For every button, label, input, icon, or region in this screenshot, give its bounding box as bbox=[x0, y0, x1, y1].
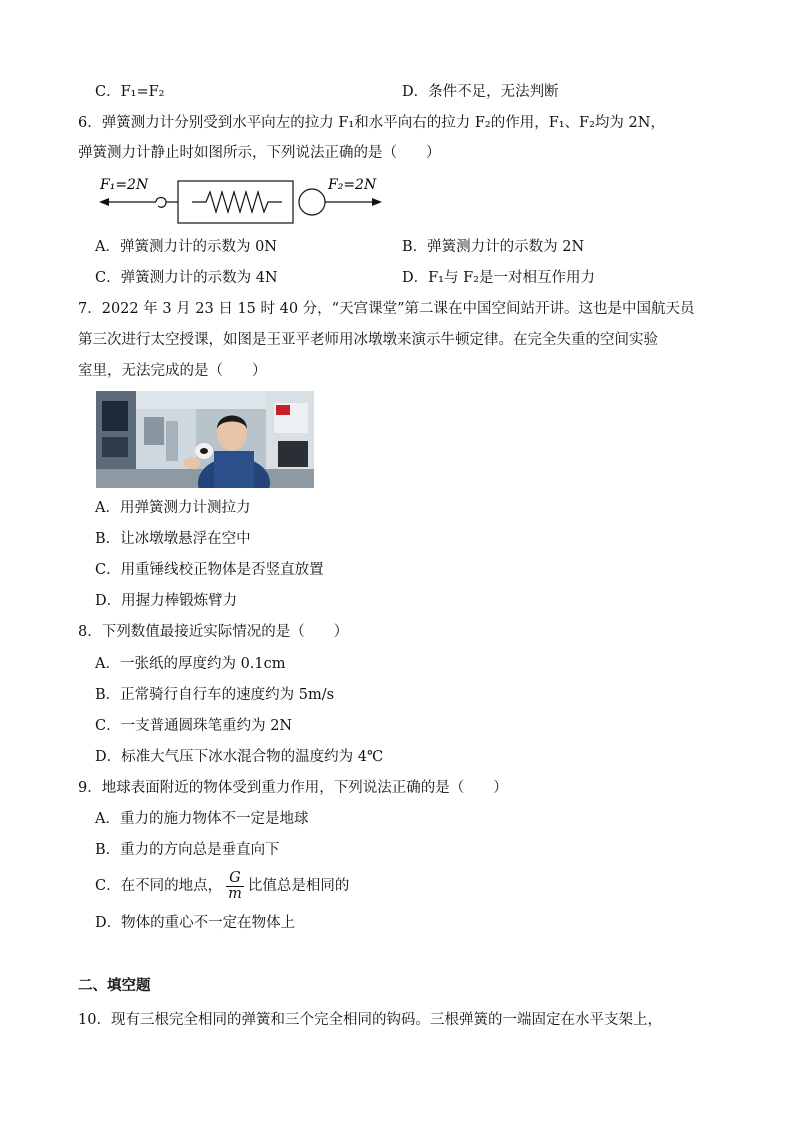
q9-option-d: D．物体的重心不一定在物体上 bbox=[95, 915, 296, 931]
q6-stem-line1: 6．弹簧测力计分别受到水平向左的拉力 F₁和水平向右的拉力 F₂的作用，F₁、F₂均为 2N， bbox=[78, 115, 665, 131]
q9-option-c-suffix: 比值总是相同的 bbox=[247, 878, 350, 894]
diagram-f2-label: F₂=2N bbox=[328, 177, 377, 193]
spring-coil bbox=[192, 192, 282, 212]
f1-arrowhead bbox=[99, 198, 109, 206]
q8-option-b: B．正常骑行自行车的速度约为 5m/s bbox=[95, 687, 335, 703]
q6-option-a: A．弹簧测力计的示数为 0N bbox=[95, 239, 277, 255]
q7-option-a: A．用弹簧测力计测拉力 bbox=[95, 500, 251, 516]
q9-option-a: A．重力的施力物体不一定是地球 bbox=[95, 811, 309, 827]
q5-option-c: C．F₁=F₂ bbox=[95, 84, 165, 100]
q7-stem-line3: 室里，无法完成的是（ ） bbox=[78, 363, 267, 379]
q6-option-b: B．弹簧测力计的示数为 2N bbox=[402, 239, 585, 255]
spring-scale-diagram bbox=[96, 172, 396, 224]
g-over-m-fraction bbox=[226, 871, 244, 902]
ring-icon bbox=[299, 189, 325, 215]
q7-stem-line2: 第三次进行太空授课，如图是王亚平老师用冰墩墩来演示牛顿定律。在完全失重的空间实验 bbox=[78, 332, 658, 348]
q7-option-b: B．让冰墩墩悬浮在空中 bbox=[95, 531, 251, 547]
q7-stem-line1: 7．2022 年 3 月 23 日 15 时 40 分，“天宫课堂”第二课在中国空间站开讲。这也是中国航天员 bbox=[78, 301, 695, 317]
fraction-numerator: G bbox=[226, 871, 244, 887]
q9-stem: 9．地球表面附近的物体受到重力作用，下列说法正确的是（ ） bbox=[78, 780, 508, 796]
q6-option-c: C．弹簧测力计的示数为 4N bbox=[95, 270, 278, 286]
q7-option-d: D．用握力棒锻炼臂力 bbox=[95, 593, 238, 609]
q9-option-c bbox=[95, 868, 349, 904]
q8-stem: 8．下列数值最接近实际情况的是（ ） bbox=[78, 624, 349, 640]
fraction-denominator: m bbox=[228, 885, 242, 902]
q10-stem-line1: 10．现有三根完全相同的弹簧和三个完全相同的钩码。三根弹簧的一端固定在水平支架上， bbox=[78, 1012, 662, 1028]
section-title: 二、填空题 bbox=[78, 978, 151, 994]
q8-option-c: C．一支普通圆珠笔重约为 2N bbox=[95, 718, 293, 734]
hook-icon bbox=[156, 198, 166, 208]
q5-option-d: D．条件不足，无法判断 bbox=[402, 84, 559, 100]
q7-option-c: C．用重锤线校正物体是否竖直放置 bbox=[95, 562, 324, 578]
space-station-photo bbox=[96, 391, 314, 488]
q9-option-b: B．重力的方向总是垂直向下 bbox=[95, 842, 280, 858]
f2-arrowhead bbox=[372, 198, 382, 206]
q8-option-a: A．一张纸的厚度约为 0.1cm bbox=[95, 656, 286, 672]
q6-option-d: D．F₁与 F₂是一对相互作用力 bbox=[402, 270, 595, 286]
q8-option-d: D．标准大气压下冰水混合物的温度约为 4℃ bbox=[95, 749, 384, 765]
diagram-f1-label: F₁=2N bbox=[100, 177, 149, 193]
q6-stem-line2: 弹簧测力计静止时如图所示，下列说法正确的是（ ） bbox=[78, 145, 441, 161]
q9-option-c-prefix: C．在不同的地点， bbox=[95, 878, 223, 894]
